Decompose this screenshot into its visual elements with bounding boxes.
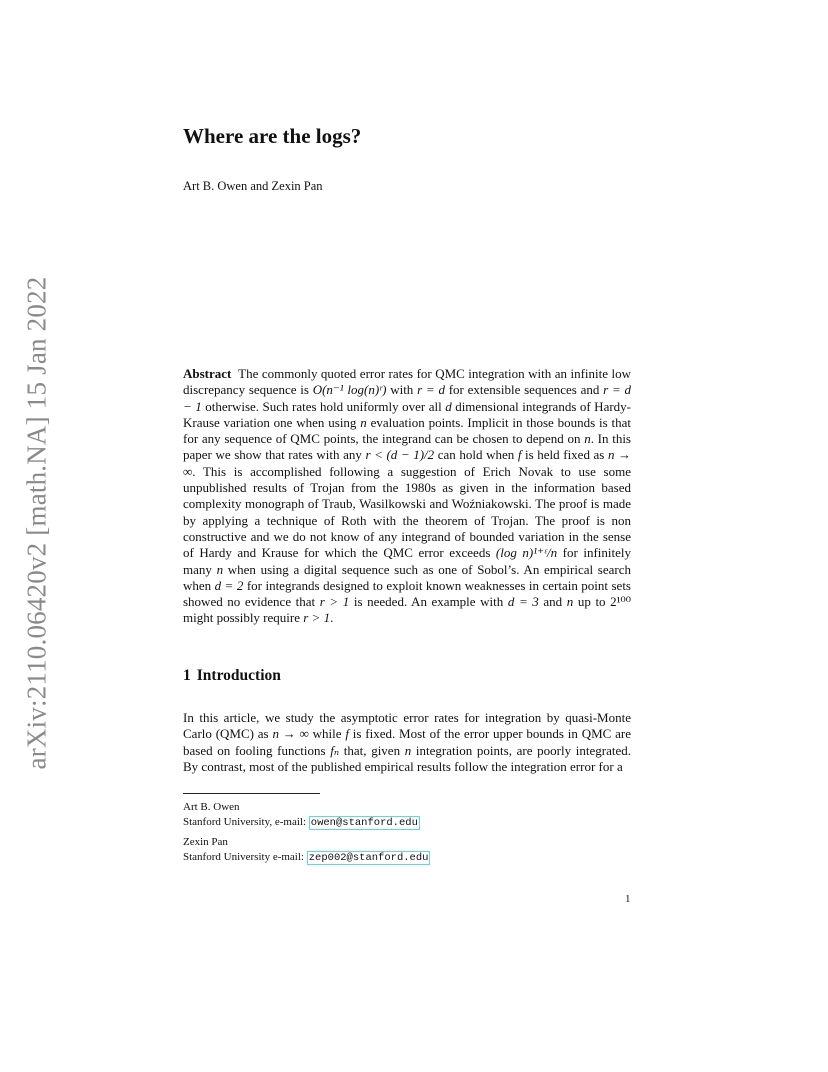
math-inline: d = 2 <box>214 577 244 593</box>
abstract-text: is held fixed as <box>521 447 608 463</box>
abstract-text: . This is accomplished following a suggestion of Erich Novak to use some unpublished results of Trojan from the 1980s as given in the information based complexity monograph of Traub, Wasilkowski and Woźniakowski. The proof is made by applying a technique of Roth with the theorem of Trojan. The proof is non constructive and we do not know of any integrand of bounded variation in the sense of Hardy and Krause for which the QMC error exceeds <box>183 463 631 561</box>
abstract-text: The commonly quoted error rates for QMC integration with an infinite low discrepancy sequence is <box>183 366 631 398</box>
arxiv-id-label: arXiv:2110.06420v2 [math.NA] 15 Jan 2022 <box>21 276 52 769</box>
intro-paragraph <box>183 710 631 775</box>
math-inline: (log n)¹⁺ᵋ/n <box>495 545 558 561</box>
abstract-text: evaluation points. Implicit in those bounds is that for any sequence of QMC points, the integrand can be chosen to depend on <box>183 414 631 447</box>
math-inline: n → ∞ <box>272 726 309 742</box>
footnote-affiliation: Stanford University e-mail: <box>183 851 307 863</box>
abstract-text: is needed. An example with <box>349 594 508 610</box>
math-inline: d <box>445 398 452 414</box>
intro-text: In this article, we study the asymptotic error rates for integration by quasi-Monte Carlo (QMC) as <box>183 710 631 742</box>
math-inline: r = d − 1 <box>183 382 631 414</box>
math-inline: fₙ <box>330 742 340 758</box>
math-inline: f <box>345 726 349 742</box>
intro-text: that, given <box>339 742 405 758</box>
math-inline: 2¹⁰⁰ <box>610 594 631 610</box>
abstract-paragraph <box>183 366 631 627</box>
math-inline: f <box>517 447 522 463</box>
math-inline: r > 1 <box>303 610 331 626</box>
section-number: 1 <box>183 667 191 684</box>
section-heading <box>183 667 281 685</box>
intro-text: integration points, are poorly integrated. By contrast, most of the published empirical results follow the integration error for a <box>183 742 631 774</box>
abstract-text: up to <box>573 594 611 610</box>
abstract-text: . <box>330 610 334 626</box>
abstract-text: can hold when <box>434 447 518 463</box>
intro-text: is fixed. Most of the error upper bounds in QMC are based on fooling functions <box>183 726 631 758</box>
footnote-author-name: Zexin Pan <box>183 836 228 848</box>
section-title: Introduction <box>196 667 281 684</box>
abstract-label: Abstract <box>183 366 232 381</box>
math-inline: n → ∞ <box>183 447 632 479</box>
email-link-owen[interactable]: owen@stanford.edu <box>310 817 418 829</box>
math-rate: O(n⁻¹ log(n)ʳ) <box>312 382 387 398</box>
footnote-author-1 <box>183 800 420 831</box>
abstract-text: for integrands designed to exploit known weaknesses in certain point sets showed no evidence that <box>183 577 631 610</box>
footnote-rule <box>183 793 320 794</box>
paper-title: Where are the logs? <box>183 124 362 148</box>
math-inline: n <box>216 561 224 577</box>
arxiv-sidebar-stamp <box>22 270 52 775</box>
abstract-text: with <box>386 382 418 398</box>
email-link-pan[interactable]: zep002@stanford.edu <box>308 852 429 864</box>
abstract-text: otherwise. Such rates hold uniformly over all <box>201 398 446 414</box>
abstract-text: when using a digital sequence such as one of Sobol’s. An empirical search when <box>183 561 631 593</box>
abstract-text: dimensional integrands of Hardy-Krause variation one when using <box>183 398 631 430</box>
footnote-author-name: Art B. Owen <box>183 801 240 813</box>
abstract-text: for infinitely many <box>183 545 631 577</box>
math-inline: r > 1 <box>319 594 350 610</box>
math-inline: n <box>584 431 591 447</box>
footnote-author-2 <box>183 835 430 866</box>
math-inline: d = 3 <box>507 594 539 610</box>
abstract-text: and <box>538 594 567 610</box>
abstract-text: for extensible sequences and <box>444 382 604 398</box>
math-inline: n <box>404 742 412 758</box>
intro-text: while <box>308 726 346 742</box>
math-inline: n <box>566 594 574 610</box>
page-number: 1 <box>625 893 631 905</box>
abstract-text: might possibly require <box>183 610 304 626</box>
math-inline: r < (d − 1)/2 <box>365 447 435 463</box>
footnote-affiliation: Stanford University, e-mail: <box>183 816 309 828</box>
abstract-text: . In this paper we show that rates with any <box>183 431 631 463</box>
author-list: Art B. Owen and Zexin Pan <box>183 179 323 193</box>
math-inline: n <box>360 414 367 430</box>
math-inline: r = d <box>417 382 445 398</box>
